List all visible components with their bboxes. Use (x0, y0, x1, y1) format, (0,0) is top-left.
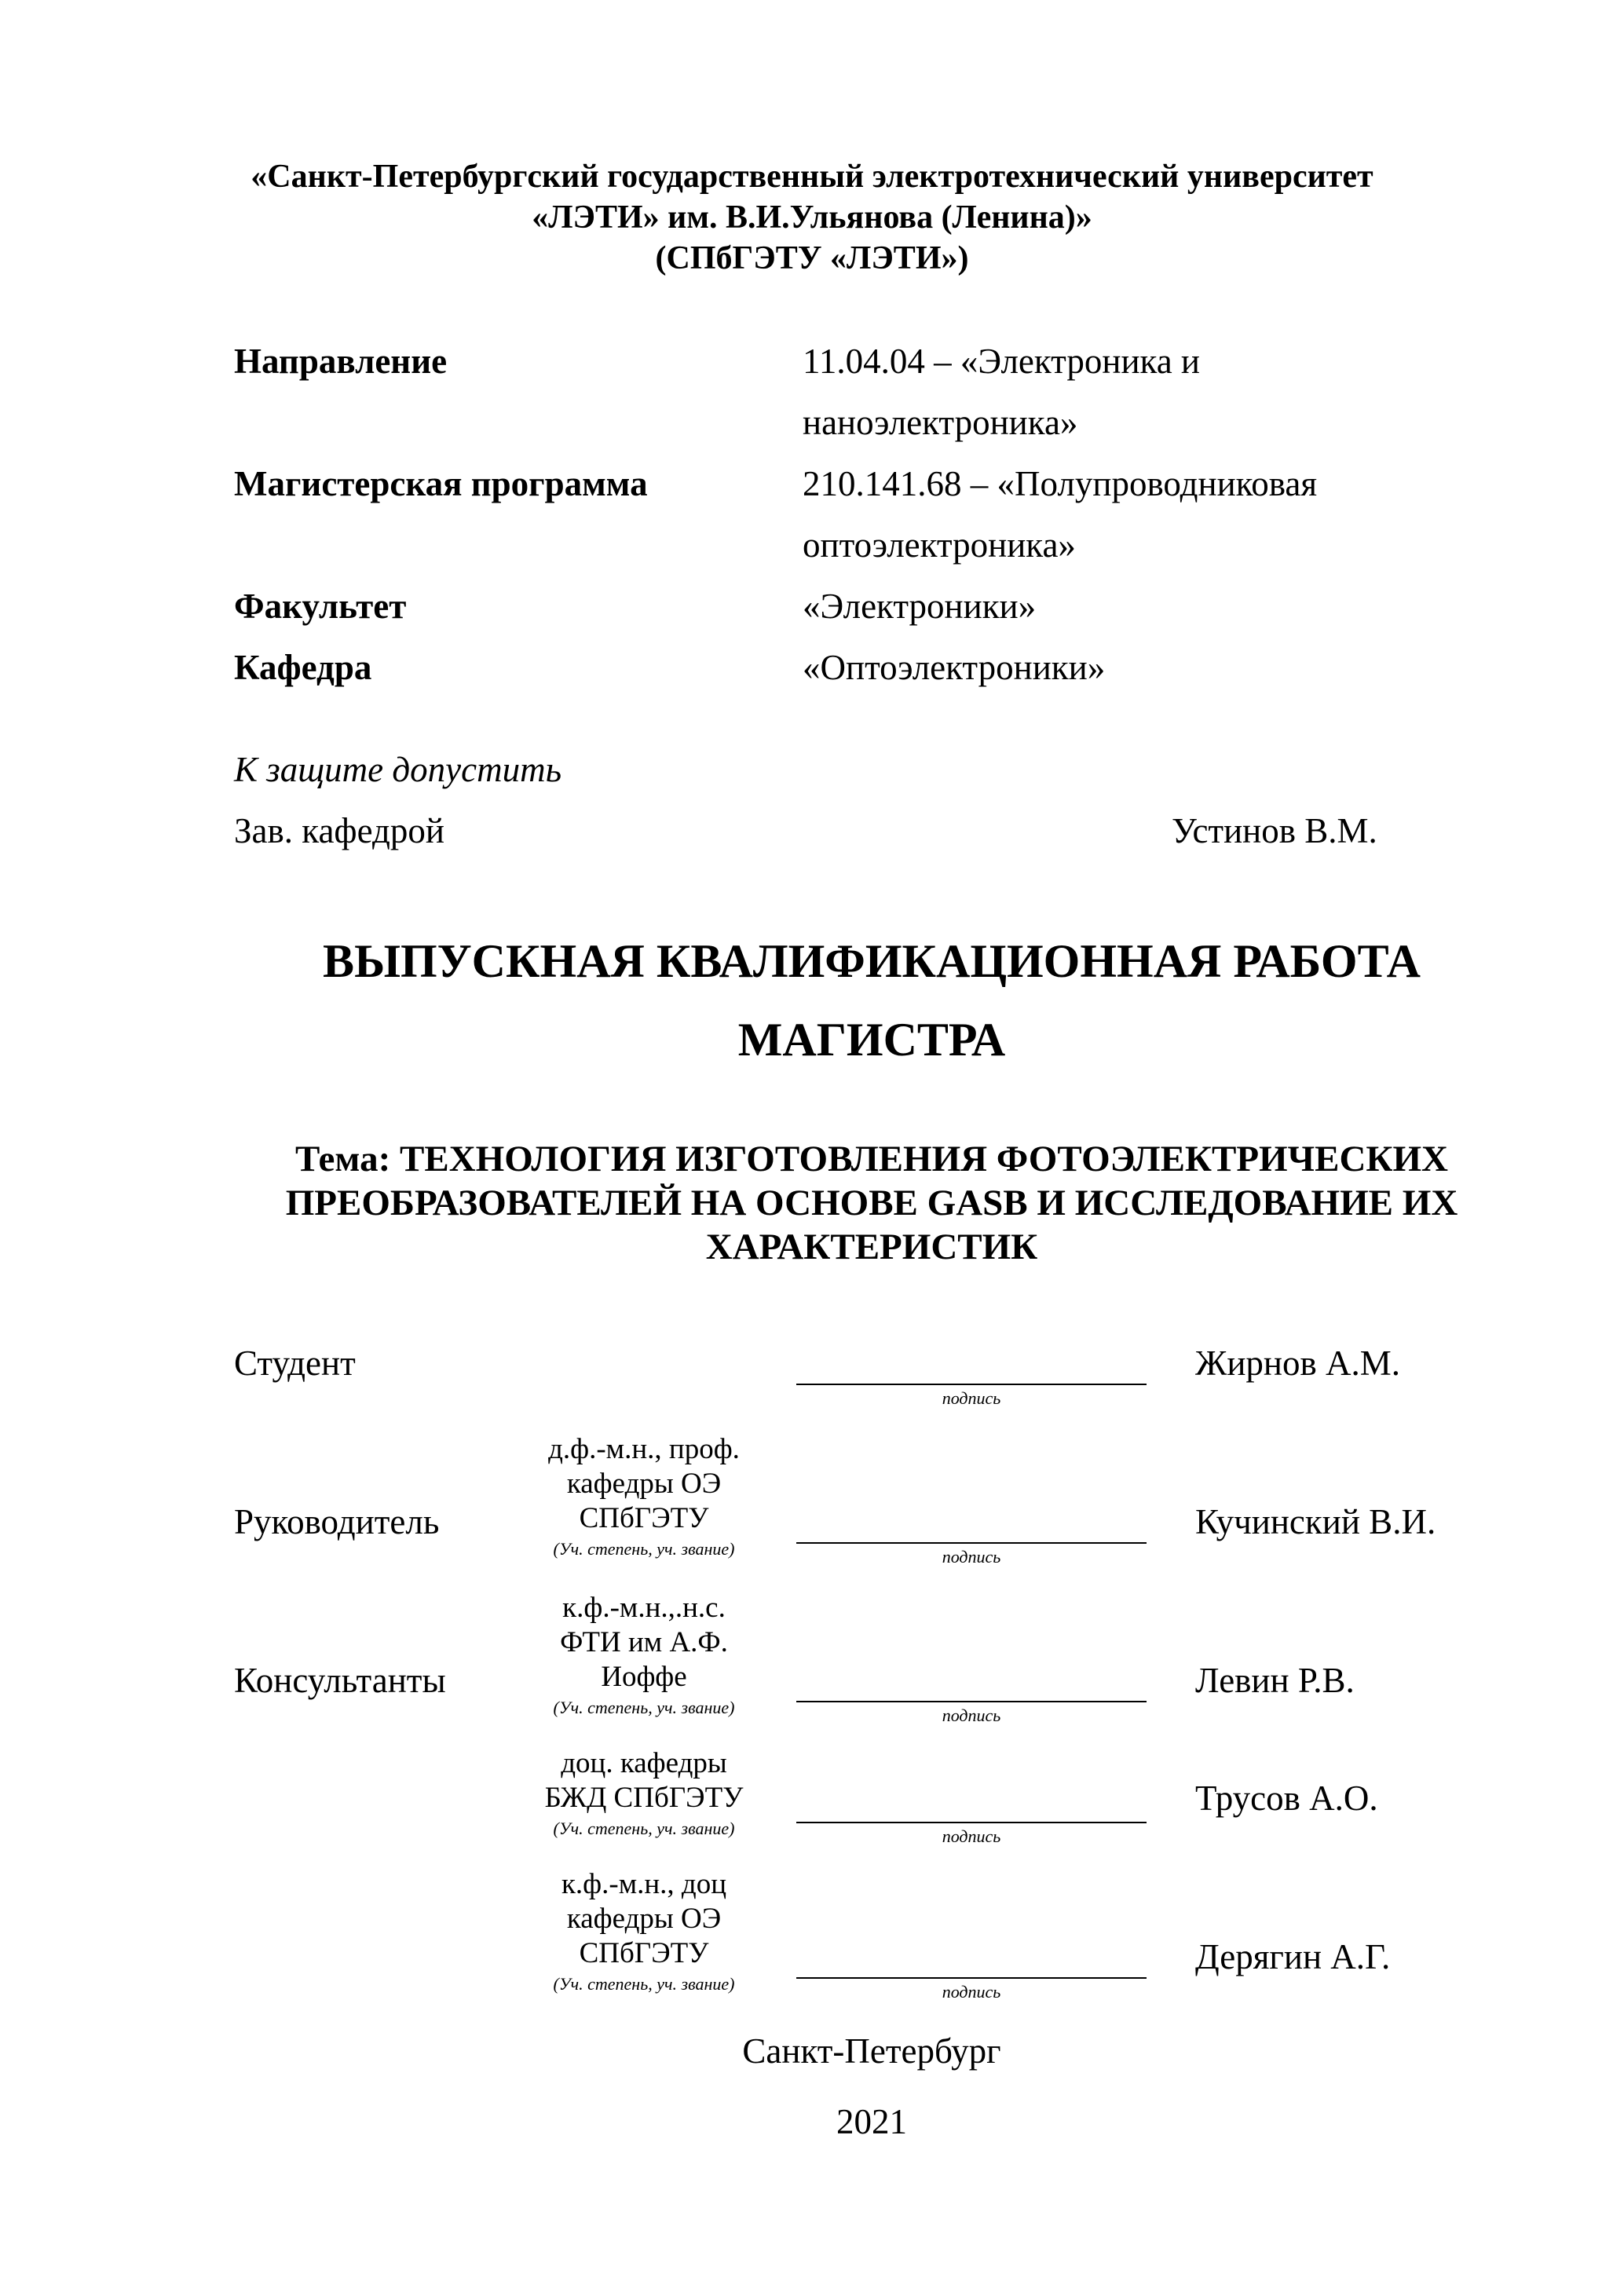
supervisor-degree-line1: д.ф.-м.н., проф. (548, 1433, 740, 1465)
consultant2-signature-caption: подпись (942, 1826, 1001, 1846)
student-signature-caption: подпись (942, 1388, 1001, 1408)
student-signature-line (796, 1384, 1147, 1385)
department-head-name: Устинов В.М. (1172, 811, 1377, 850)
year: 2021 (836, 2102, 907, 2141)
department-head-label: Зав. кафедрой (234, 811, 444, 850)
admission-caption: К защите допустить (234, 750, 562, 789)
supervisor-degree-line2: кафедры ОЭ (566, 1468, 722, 1500)
direction-value-line2: наноэлектроника» (803, 403, 1078, 442)
consultant3-signature-caption: подпись (942, 1982, 1001, 2002)
consultant3-degree-line3: СПбГЭТУ (579, 1937, 709, 1969)
theme-line2: ПРЕОБРАЗОВАТЕЛЕЙ НА ОСНОВЕ GASB И ИССЛЕДОВАНИЕ ИХ (285, 1183, 1458, 1223)
supervisor-name: Кучинский В.И. (1195, 1502, 1436, 1541)
supervisor-role-label: Руководитель (234, 1502, 440, 1541)
department-label: Кафедра (234, 648, 372, 687)
theme-line1: Тема: ТЕХНОЛОГИЯ ИЗГОТОВЛЕНИЯ ФОТОЭЛЕКТРИЧЕСКИХ (295, 1139, 1448, 1179)
consultant3-signature-line (796, 1977, 1147, 1979)
consultant2-name: Трусов А.О. (1195, 1779, 1378, 1818)
consultant3-name: Дерягин А.Г. (1195, 1937, 1391, 1976)
consultant1-degree-caption: (Уч. степень, уч. звание) (553, 1698, 735, 1717)
student-role-label: Студент (234, 1344, 356, 1383)
consultant3-degree-line2: кафедры ОЭ (566, 1903, 722, 1935)
supervisor-degree-line3: СПбГЭТУ (579, 1502, 709, 1534)
consultant3-degree-line1: к.ф.-м.н., доц (561, 1868, 727, 1900)
program-value-line1: 210.141.68 – «Полупроводниковая (803, 464, 1318, 503)
faculty-label: Факультет (234, 587, 407, 626)
university-name-line2: «ЛЭТИ» им. В.И.Ульянова (Ленина)» (532, 199, 1092, 236)
faculty-value: «Электроники» (803, 587, 1037, 626)
thesis-title-line2: МАГИСТРА (737, 1014, 1006, 1066)
consultant3-degree-caption: (Уч. степень, уч. звание) (553, 1974, 735, 1994)
consultant2-degree-caption: (Уч. степень, уч. звание) (553, 1819, 735, 1838)
consultant2-signature-line (796, 1822, 1147, 1823)
consultant1-name: Левин Р.В. (1195, 1661, 1355, 1700)
supervisor-signature-line (796, 1542, 1147, 1544)
consultant1-degree-line1: к.ф.-м.н.,.н.с. (562, 1592, 726, 1624)
consultant1-signature-caption: подпись (942, 1706, 1001, 1725)
consultant2-degree-line1: доц. кафедры (561, 1747, 727, 1779)
theme-line3: ХАРАКТЕРИСТИК (705, 1227, 1038, 1267)
consultant1-degree-line2: ФТИ им А.Ф. (560, 1626, 728, 1658)
city: Санкт-Петербург (742, 2031, 1001, 2071)
university-name-line1: «Санкт-Петербургский государственный электротехнический университет (251, 159, 1373, 195)
program-value-line2: оптоэлектроника» (803, 525, 1076, 565)
program-label: Магистерская программа (234, 464, 648, 503)
supervisor-degree-caption: (Уч. степень, уч. звание) (553, 1539, 735, 1559)
university-abbrev: (СПбГЭТУ «ЛЭТИ») (655, 240, 969, 276)
consultants-role-label: Консультанты (234, 1661, 446, 1700)
thesis-title-line1: ВЫПУСКНАЯ КВАЛИФИКАЦИОННАЯ РАБОТА (323, 935, 1421, 987)
supervisor-signature-caption: подпись (942, 1547, 1001, 1567)
consultant2-degree-line2: БЖД СПбГЭТУ (544, 1782, 744, 1814)
direction-value-line1: 11.04.04 – «Электроника и (803, 342, 1201, 381)
department-value: «Оптоэлектроники» (803, 648, 1106, 687)
consultant1-degree-line3: Иоффе (601, 1661, 687, 1693)
student-name: Жирнов А.М. (1195, 1344, 1400, 1383)
consultant1-signature-line (796, 1701, 1147, 1702)
direction-label: Направление (234, 342, 448, 381)
